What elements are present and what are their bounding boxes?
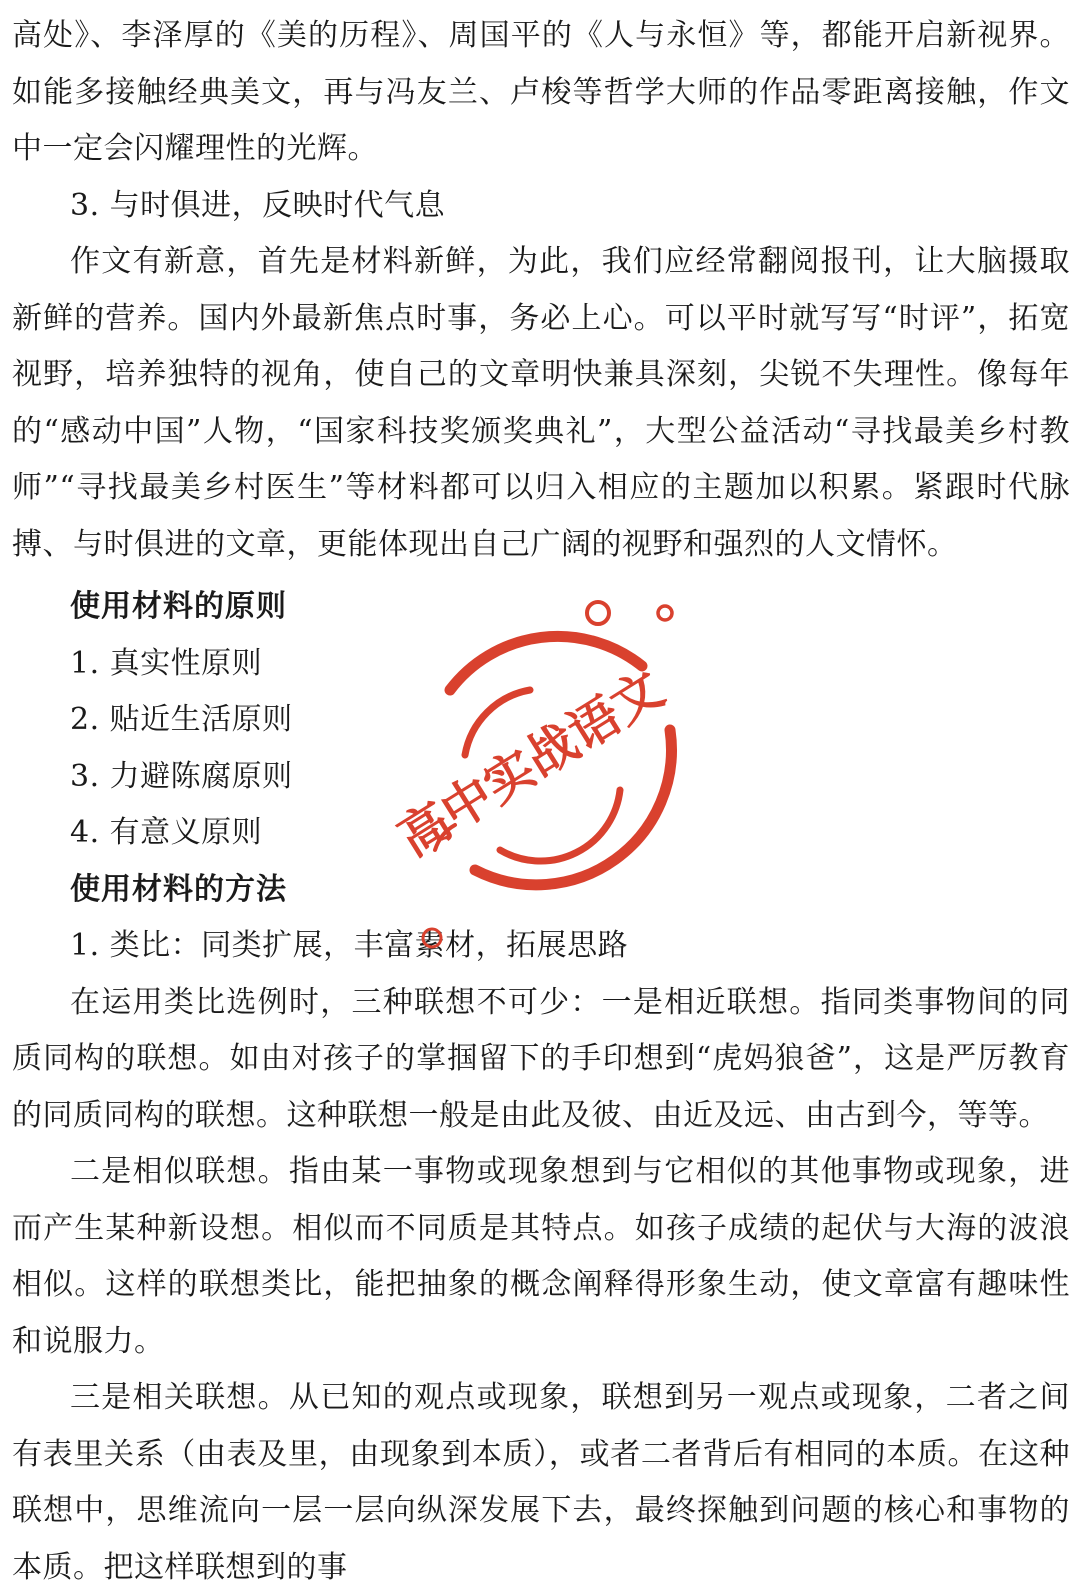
paragraph-correlation-association: 三是相关联想。从已知的观点或现象，联想到另一观点或现象，二者之间有表里关系（由表及里，由现象到本质），或者二者背后有相同的本质。在这种联想中，思维流向一层一层向纵深发展下去，最终探触到问题的核心和事物的本质。把这样联想到的事 <box>12 1380 1070 1585</box>
principle-item: 3. 力避陈腐原则 <box>70 758 293 794</box>
stamp-text: 高中实战语文 <box>388 659 674 868</box>
paragraph-proximity-association: 在运用类比选例时，三种联想不可少：一是相近联想。指同类事物间的同质同构的联想。如由对孩子的掌掴留下的手印想到“虎妈狼爸”，这是严厉教育的同质同构的联想。这种联想一般是由此及彼、由近及远、由古到今，等等。 <box>12 984 1070 1133</box>
paragraph-current-events: 作文有新意，首先是材料新鲜，为此，我们应经常翻阅报刊，让大脑摄取新鲜的营养。国内外最新焦点时事，务必上心。可以平时就写写“时评”，拓宽视野，培养独特的视角，使自己的文章明快兼具深刻，尖锐不失理性。像每年的“感动中国”人物，“国家科技奖颁奖典礼”，大型公益活动“寻找最美乡村教师”“寻找最美乡村医生”等材料都可以归入相应的主题加以积累。紧跟时代脉搏、与时俱进的文章，更能体现出自己广阔的视野和强烈的人文情怀。 <box>12 244 1070 562</box>
method-item-analogy: 1. 类比：同类扩展，丰富素材，拓展思路 <box>70 928 629 963</box>
document-page <box>12 8 1070 1596</box>
principle-item: 2. 贴近生活原则 <box>70 702 293 737</box>
paragraph-similarity-association: 二是相似联想。指由某一事物或现象想到与它相似的其他事物或现象，进而产生某种新设想。相似而不同质是其特点。如孩子成绩的起伏与大海的波浪相似。这样的联想类比，能把抽象的概念阐释得形象生动，使文章富有趣味性和说服力。 <box>12 1154 1070 1359</box>
section-3-title: 3. 与时俱进，反映时代气息 <box>70 187 446 223</box>
paragraph-classic-reading: 高处》、李泽厚的《美的历程》、周国平的《人与永恒》等，都能开启新视界。如能多接触经典美文，再与冯友兰、卢梭等哲学大师的作品零距离接触，作文中一定会闪耀理性的光辉。 <box>12 18 1070 166</box>
heading-material-methods: 使用材料的方法 <box>70 871 287 907</box>
principle-item: 1. 真实性原则 <box>70 645 263 681</box>
heading-material-principles: 使用材料的原则 <box>70 589 287 624</box>
principle-item: 4. 有意义原则 <box>70 815 263 850</box>
